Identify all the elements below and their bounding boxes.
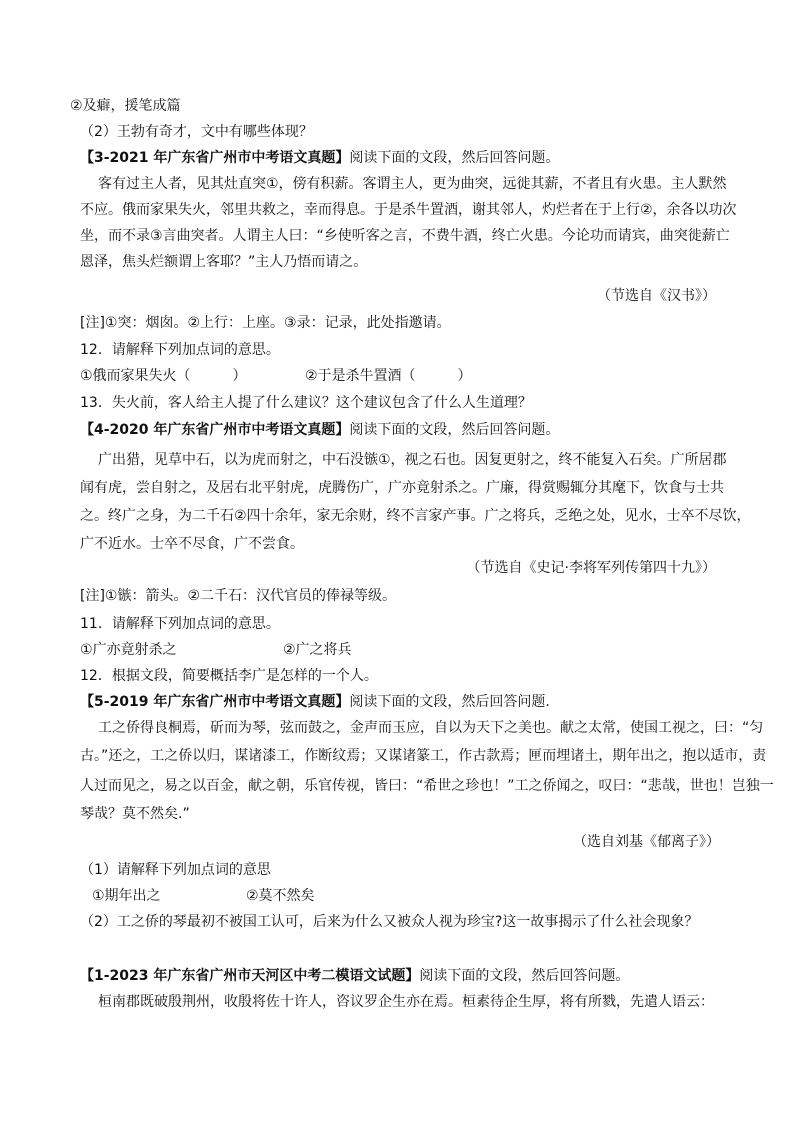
- passage-3-line: 恩泽，焦头烂额谓上客耶？”主人乃悟而请之。: [80, 254, 368, 270]
- question-5-1: （1）请解释下列加点词的意思: [80, 862, 271, 878]
- question-5-1-item-1: ①期年出之: [92, 888, 161, 904]
- section-4-heading: 【4-2020 年广东省广州市中考语文真题】阅读下面的文段，然后回答问题。: [80, 422, 560, 438]
- question-13: 13．失火前，客人给主人提了什么建议？这个建议包含了什么人生道理？: [80, 395, 532, 411]
- source-3: （节选自《汉书》）: [597, 288, 716, 304]
- source-5: （选自刘基《郁离子》）: [573, 834, 720, 850]
- question-12b: 12．根据文段，简要概括李广是怎样的一个人。: [80, 668, 378, 684]
- passage-5-line: 琴哉？莫不然矣.”: [80, 806, 190, 822]
- section-1-heading: 【1-2023 年广东省广州市天河区中考二模语文试题】阅读下面的文段，然后回答问题。: [80, 968, 630, 984]
- passage-5-line: 人过而见之，易之以百金，献之朝，乐官传视，皆曰：“希世之珍也！”工之侨闻之，叹曰：“悲哉，世也！岂独一: [80, 778, 774, 794]
- question-2: （2）王勃有奇才，文中有哪些体现？: [80, 124, 313, 140]
- passage-4-line: 广不近水。士卒不尽食，广不尝食。: [80, 536, 304, 552]
- question-12-item-1: ①俄而家果失火（ ）: [80, 368, 247, 384]
- question-5-2: （2）工之侨的琴最初不被国工认可，后来为什么又被众人视为珍宝?这一故事揭示了什么社会现象？: [80, 914, 699, 930]
- passage-3-line: 客有过主人者，见其灶直突①，傍有积薪。客谓主人，更为曲突，远徙其薪，不者且有火患。主人默然: [98, 176, 727, 192]
- answer-line: ②及癖，援笔成篇: [70, 98, 181, 114]
- passage-4-line: 闻有虎，尝自射之，及居右北平射虎，虎腾伤广，广亦竟射杀之。广廉，得赏赐辄分其麾下，饮食与士共: [80, 480, 724, 496]
- passage-3-line: 坐，而不录③言曲突者。人谓主人曰：“乡使听客之言，不费牛酒，终亡火患。今论功而请宾，曲突徙薪亡: [80, 228, 730, 244]
- question-5-1-item-2: ②莫不然矣: [246, 888, 315, 904]
- note-4: [注]①镞：箭头。②二千石：汉代官员的俸禄等级。: [80, 588, 397, 604]
- passage-4-line: 之。终广之身，为二千石②四十余年，家无余财，终不言家产事。广之将兵，乏绝之处，见水，士卒不尽饮，: [80, 508, 751, 524]
- passage-1-line: 桓南郡既破殷荆州，收殷将佐十许人，咨议罗企生亦在焉。桓素待企生厚，将有所戮，先遣人语云：: [98, 994, 714, 1010]
- source-4: （节选自《史记·李将军列传第四十九》）: [466, 560, 716, 576]
- section-3-heading: 【3-2021 年广东省广州市中考语文真题】阅读下面的文段，然后回答问题。: [80, 150, 560, 166]
- question-12-item-2: ②于是杀牛置酒（ ）: [305, 368, 472, 384]
- question-11: 11．请解释下列加点词的意思。: [80, 616, 280, 632]
- passage-4-line: 广出猎，见草中石，以为虎而射之，中石没镞①，视之石也。因复更射之，终不能复入石矣。广所居郡: [98, 452, 727, 468]
- passage-3-line: 不应。俄而家果失火，邻里共救之，幸而得息。于是杀牛置酒，谢其邻人，灼烂者在于上行②，余各以功次: [80, 202, 737, 218]
- question-11-item-2: ②广之将兵: [283, 642, 352, 658]
- question-11-item-1: ①广亦竟射杀之: [80, 642, 177, 658]
- question-12: 12．请解释下列加点词的意思。: [80, 342, 280, 358]
- section-5-heading: 【5-2019 年广东省广州市中考语文真题】阅读下面的文段，然后回答问题.: [80, 694, 550, 710]
- passage-5-line: 古。”还之，工之侨以归，谋诸漆工，作断纹焉；又谋诸篆工，作古款焉；匣而埋诸土，期年出之，抱以适市，责: [80, 748, 767, 764]
- passage-5-line: 工之侨得良桐焉，斫而为琴，弦而鼓之，金声而玉应，自以为天下之美也。献之太常，使国工视之，曰：“匀: [98, 720, 764, 736]
- note-3: [注]①突：烟囱。②上行：上座。③录：记录，此处指邀请。: [80, 315, 451, 331]
